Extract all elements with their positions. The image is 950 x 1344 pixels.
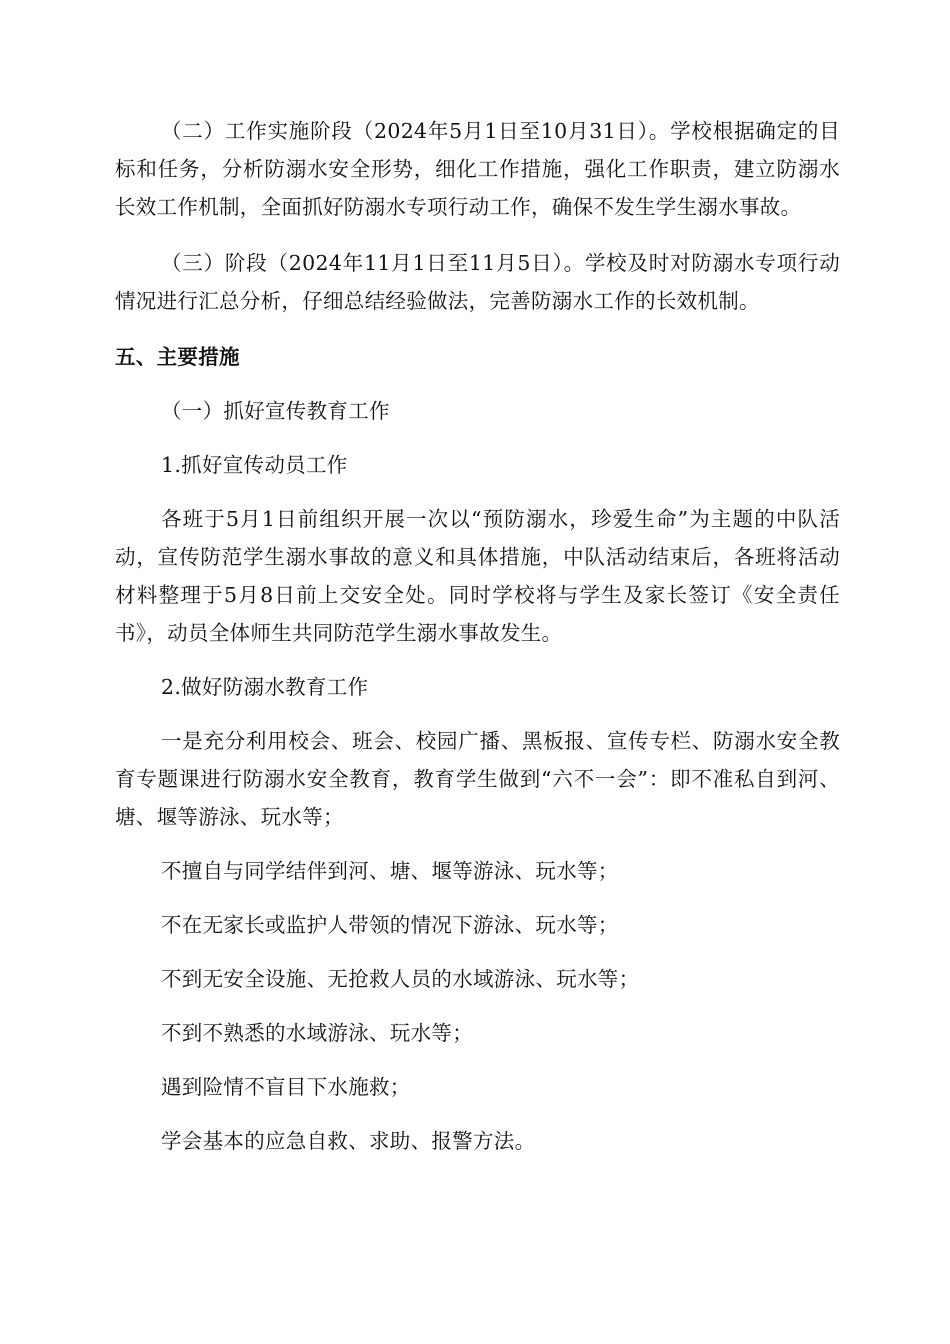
rule-line: 不擅自与同学结伴到河、塘、堰等游泳、玩水等； [161, 859, 619, 883]
item2-heading: 2.做好防溺水教育工作 [161, 675, 369, 699]
rule-line: 学会基本的应急自救、求助、报警方法。 [161, 1129, 536, 1153]
phase2-paragraph: （二）工作实施阶段（2024年5月1日至10月31日）。学校根据确定的目标和任务，分析防溺水安全形势，细化工作措施，强化工作职责，建立防溺水长效工作机制，全面抓好防溺水专项行动工作，确保不发生学生溺水事故。 [115, 119, 840, 219]
item1-heading: 1.抓好宣传动员工作 [161, 453, 348, 477]
item1-paragraph: 各班于5月1日前组织开展一次以“预防溺水，珍爱生命”为主题的中队活动，宣传防范学生溺水事故的意义和具体措施，中队活动结束后，各班将活动材料整理于5月8日前上交安全处。同时学校将与学生及家长签订《安全责任书》，动员全体师生共同防范学生溺水事故发生。 [115, 507, 840, 645]
rule-line: 遇到险情不盲目下水施救； [161, 1075, 411, 1099]
section5-heading: 五、主要措施 [115, 345, 240, 369]
rule-line: 不到无安全设施、无抢救人员的水域游泳、玩水等； [161, 967, 640, 991]
rule-line: 不到不熟悉的水域游泳、玩水等； [161, 1021, 473, 1045]
subsection1-heading: （一）抓好宣传教育工作 [161, 399, 390, 423]
rule-line: 不在无家长或监护人带领的情况下游泳、玩水等； [161, 913, 619, 937]
item2-paragraph: 一是充分利用校会、班会、校园广播、黑板报、宣传专栏、防溺水安全教育专题课进行防溺水安全教育，教育学生做到“六不一会”：即不准私自到河、塘、堰等游泳、玩水等； [115, 729, 840, 829]
phase3-paragraph: （三）阶段（2024年11月1日至11月5日）。学校及时对防溺水专项行动情况进行汇总分析，仔细总结经验做法，完善防溺水工作的长效机制。 [115, 251, 840, 313]
document-page [115, 112, 840, 1160]
